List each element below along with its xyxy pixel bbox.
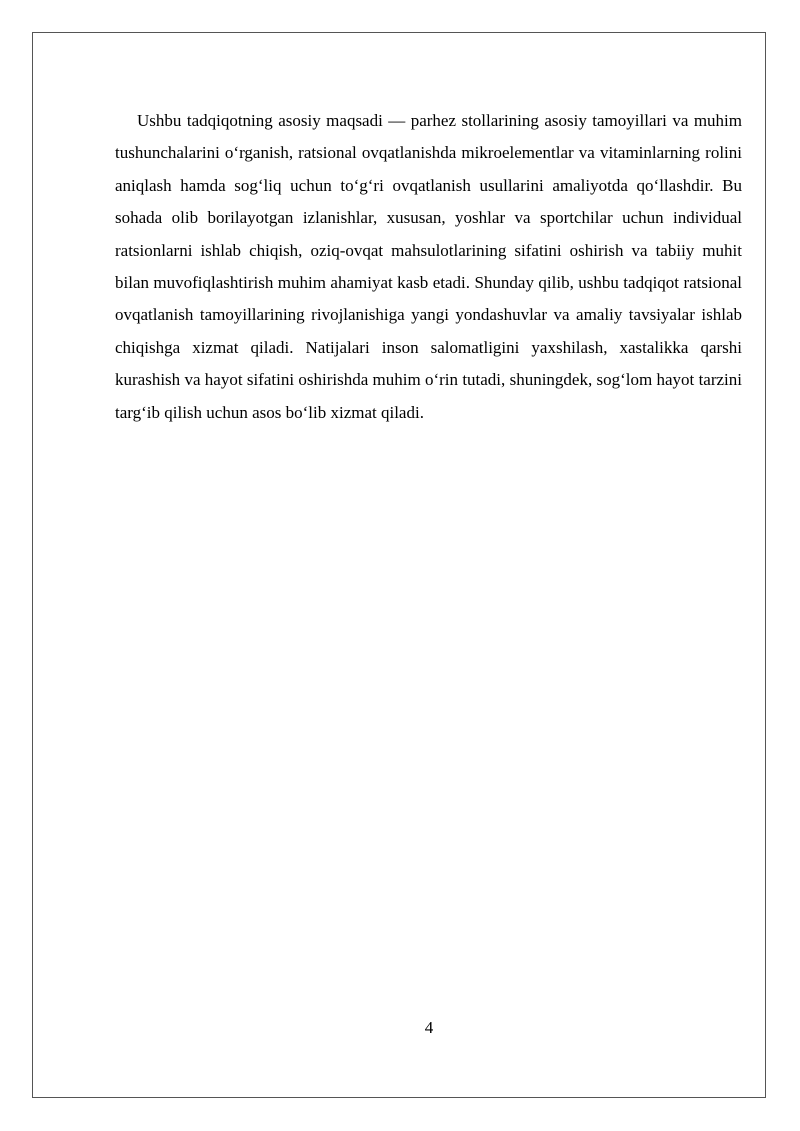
page-number: 4	[424, 1018, 434, 1037]
body-paragraph: Ushbu tadqiqotning asosiy maqsadi — parhez stollarining asosiy tamoyillari va muhim tushunchalarini o‘rganish, ratsional ovqatlanishda mikroelementlar va vitaminlarning rolini aniqlash hamda sog‘liq uchun to‘g‘ri ovqatlanish usullarini amaliyotda qo‘llashdir. Bu sohada olib borilayotgan izlanishlar, xususan, yoshlar va sportchilar uchun individual ratsionlarni ishlab chiqish, oziq-ovqat mahsulotlarining sifatini oshirish va tabiiy muhit bilan muvofiqlashtirish muhim ahamiyat kasb etadi. Shunday qilib, ushbu tadqiqot ratsional ovqatlanish tamoyillarining rivojlanishiga yangi yondashuvlar va amaliy tavsiyalar ishlab chiqishga xizmat qiladi. Natijalari inson salomatligini yaxshilash, xastalikka qarshi kurashish va hayot sifatini oshirishda muhim o‘rin tutadi, shuningdek, sog‘lom hayot tarzini targ‘ib qilish uchun asos bo‘lib xizmat qiladi.	[115, 111, 742, 422]
